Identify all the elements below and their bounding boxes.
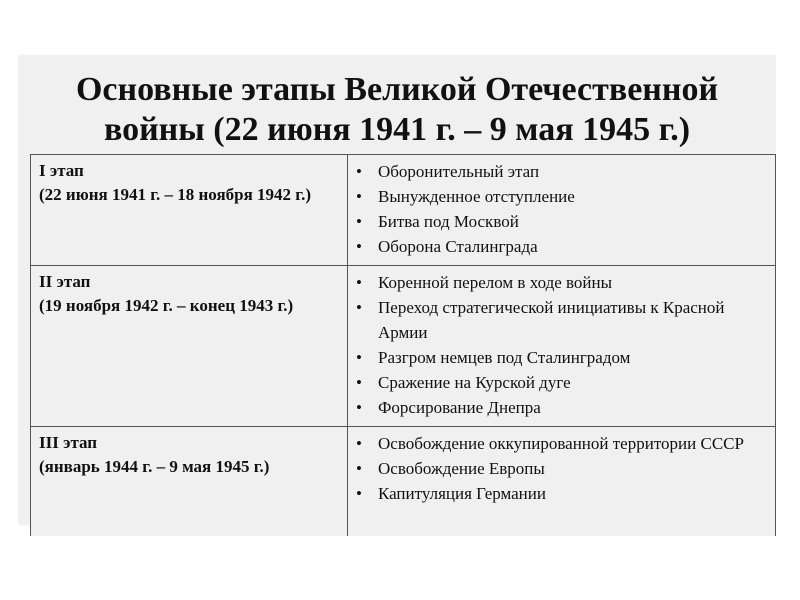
events-list: [356, 159, 769, 259]
slide-title: [18, 70, 776, 150]
event-item: • Разгром немцев под Сталинградом: [356, 345, 769, 370]
stage-cell: [31, 427, 348, 537]
event-item: • Переход стратегической инициативы к Красной Армии: [356, 295, 769, 345]
stage-name: I этап: [39, 161, 84, 180]
event-item: • Форсирование Днепра: [356, 395, 769, 420]
stage-cell: [31, 266, 348, 427]
stage-cell: [31, 155, 348, 266]
events-list: [356, 431, 769, 506]
event-item: • Сражение на Курской дуге: [356, 370, 769, 395]
stages-table: [30, 154, 776, 536]
stage-period: (22 июня 1941 г. – 18 ноября 1942 г.): [39, 185, 312, 204]
event-item: • Оборона Сталинграда: [356, 234, 769, 259]
events-cell: [348, 155, 776, 266]
stage-period: (январь 1944 г. – 9 мая 1945 г.): [39, 457, 270, 476]
event-item: • Вынужденное отступление: [356, 184, 769, 209]
events-cell: [348, 266, 776, 427]
events-cell: [348, 427, 776, 537]
stage-row-1: [31, 155, 776, 266]
event-item: • Битва под Москвой: [356, 209, 769, 234]
event-item: • Оборонительный этап: [356, 159, 769, 184]
slide: [18, 55, 776, 525]
event-item: • Капитуляция Германии: [356, 481, 769, 506]
event-item: • Освобождение Европы: [356, 456, 769, 481]
event-item: • Коренной перелом в ходе войны: [356, 270, 769, 295]
stage-name: II этап: [39, 272, 91, 291]
title-line-2: войны (22 июня 1941 г. – 9 мая 1945 г.): [103, 111, 691, 148]
stage-period: (19 ноября 1942 г. – конец 1943 г.): [39, 296, 294, 315]
events-list: [356, 270, 769, 420]
event-item: • Освобождение оккупированной территории СССР: [356, 431, 769, 456]
stage-row-3: [31, 427, 776, 537]
title-line-1: Основные этапы Великой Отечественной: [75, 71, 719, 108]
stage-row-2: [31, 266, 776, 427]
stage-name: III этап: [39, 433, 98, 452]
